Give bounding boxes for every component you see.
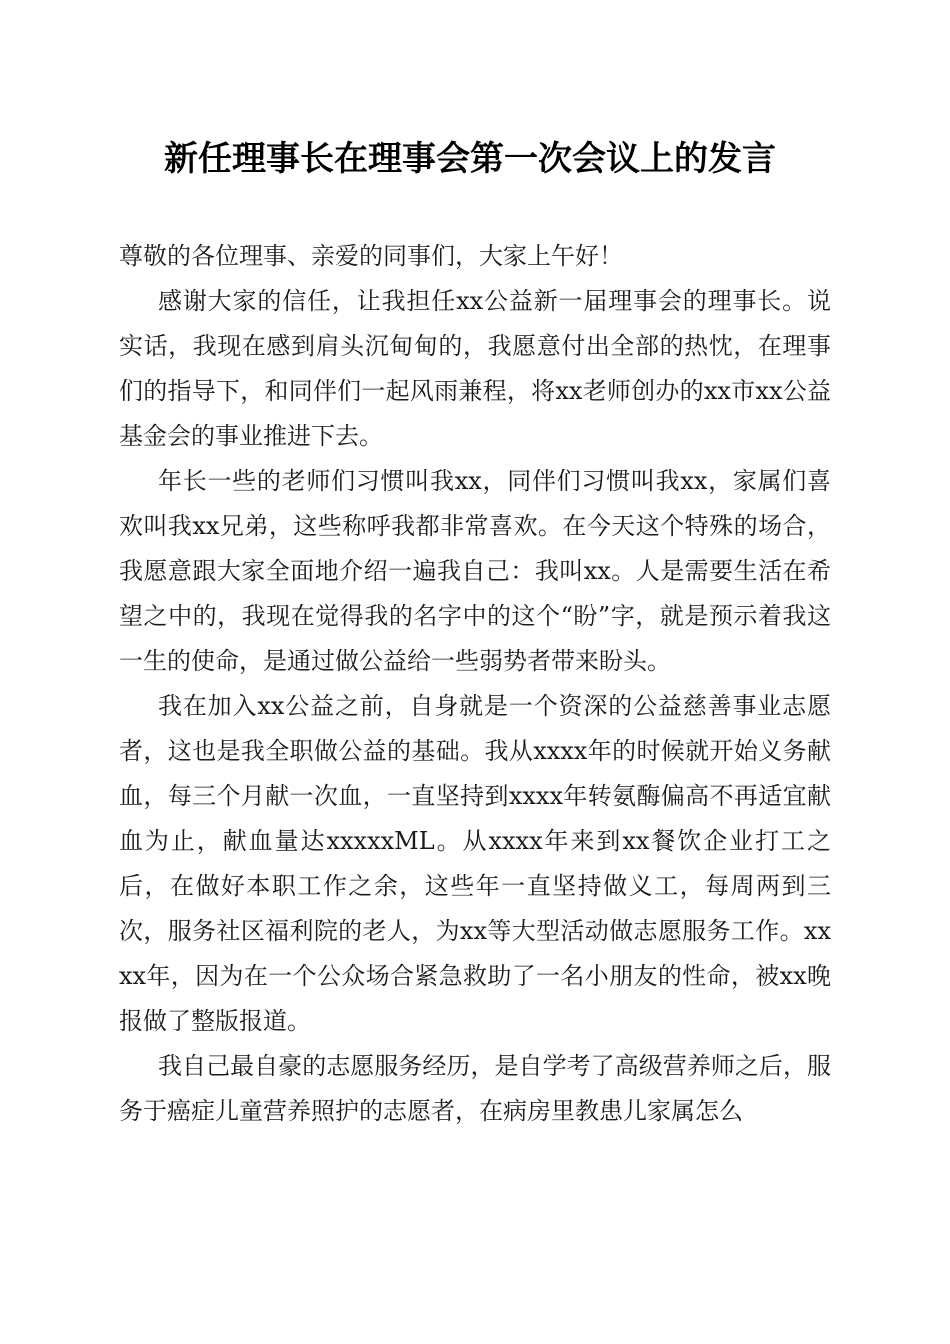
document-title: 新任理事长在理事会第一次会议上的发言 <box>164 139 776 179</box>
salutation: 尊敬的各位理事、亲爱的同事们，大家上午好！ <box>119 242 623 270</box>
paragraph-4: 我自己最自豪的志愿服务经历，是自学考了高级营养师之后，服务于癌症儿童营养照护的志愿者，在病房里教患儿家属怎么 <box>119 1052 831 1125</box>
paragraph-3: 我在加入xx公益之前，自身就是一个资深的公益慈善事业志愿者，这也是我全职做公益的基础。我从xxxx年的时候就开始义务献血，每三个月献一次血，一直坚持到xxxx年转氨酶偏高不再适宜献血为止，献血量达xxxxxML。从xxxx年来到xx餐饮企业打工之后，在做好本职工作之余，这些年一直坚持做义工，每周两到三次，服务社区福利院的老人，为xx等大型活动做志愿服务工作。xxxx年，因为在一个公众场合紧急救助了一名小朋友的性命，被xx晚报做了整版报道。 <box>119 692 831 1035</box>
paragraph-1: 感谢大家的信任，让我担任xx公益新一届理事会的理事长。说实话，我现在感到肩头沉甸甸的，我愿意付出全部的热忱，在理事们的指导下，和同伴们一起风雨兼程，将xx老师创办的xx市xx公益基金会的事业推进下去。 <box>119 287 831 450</box>
paragraph-2: 年长一些的老师们习惯叫我xx，同伴们习惯叫我xx，家属们喜欢叫我xx兄弟，这些称呼我都非常喜欢。在今天这个特殊的场合，我愿意跟大家全面地介绍一遍我自己：我叫xx。人是需要生活在希望之中的，我现在觉得我的名字中的这个“盼”字，就是预示着我这一生的使命，是通过做公益给一些弱势者带来盼头。 <box>119 467 831 675</box>
document-body <box>119 234 831 1134</box>
